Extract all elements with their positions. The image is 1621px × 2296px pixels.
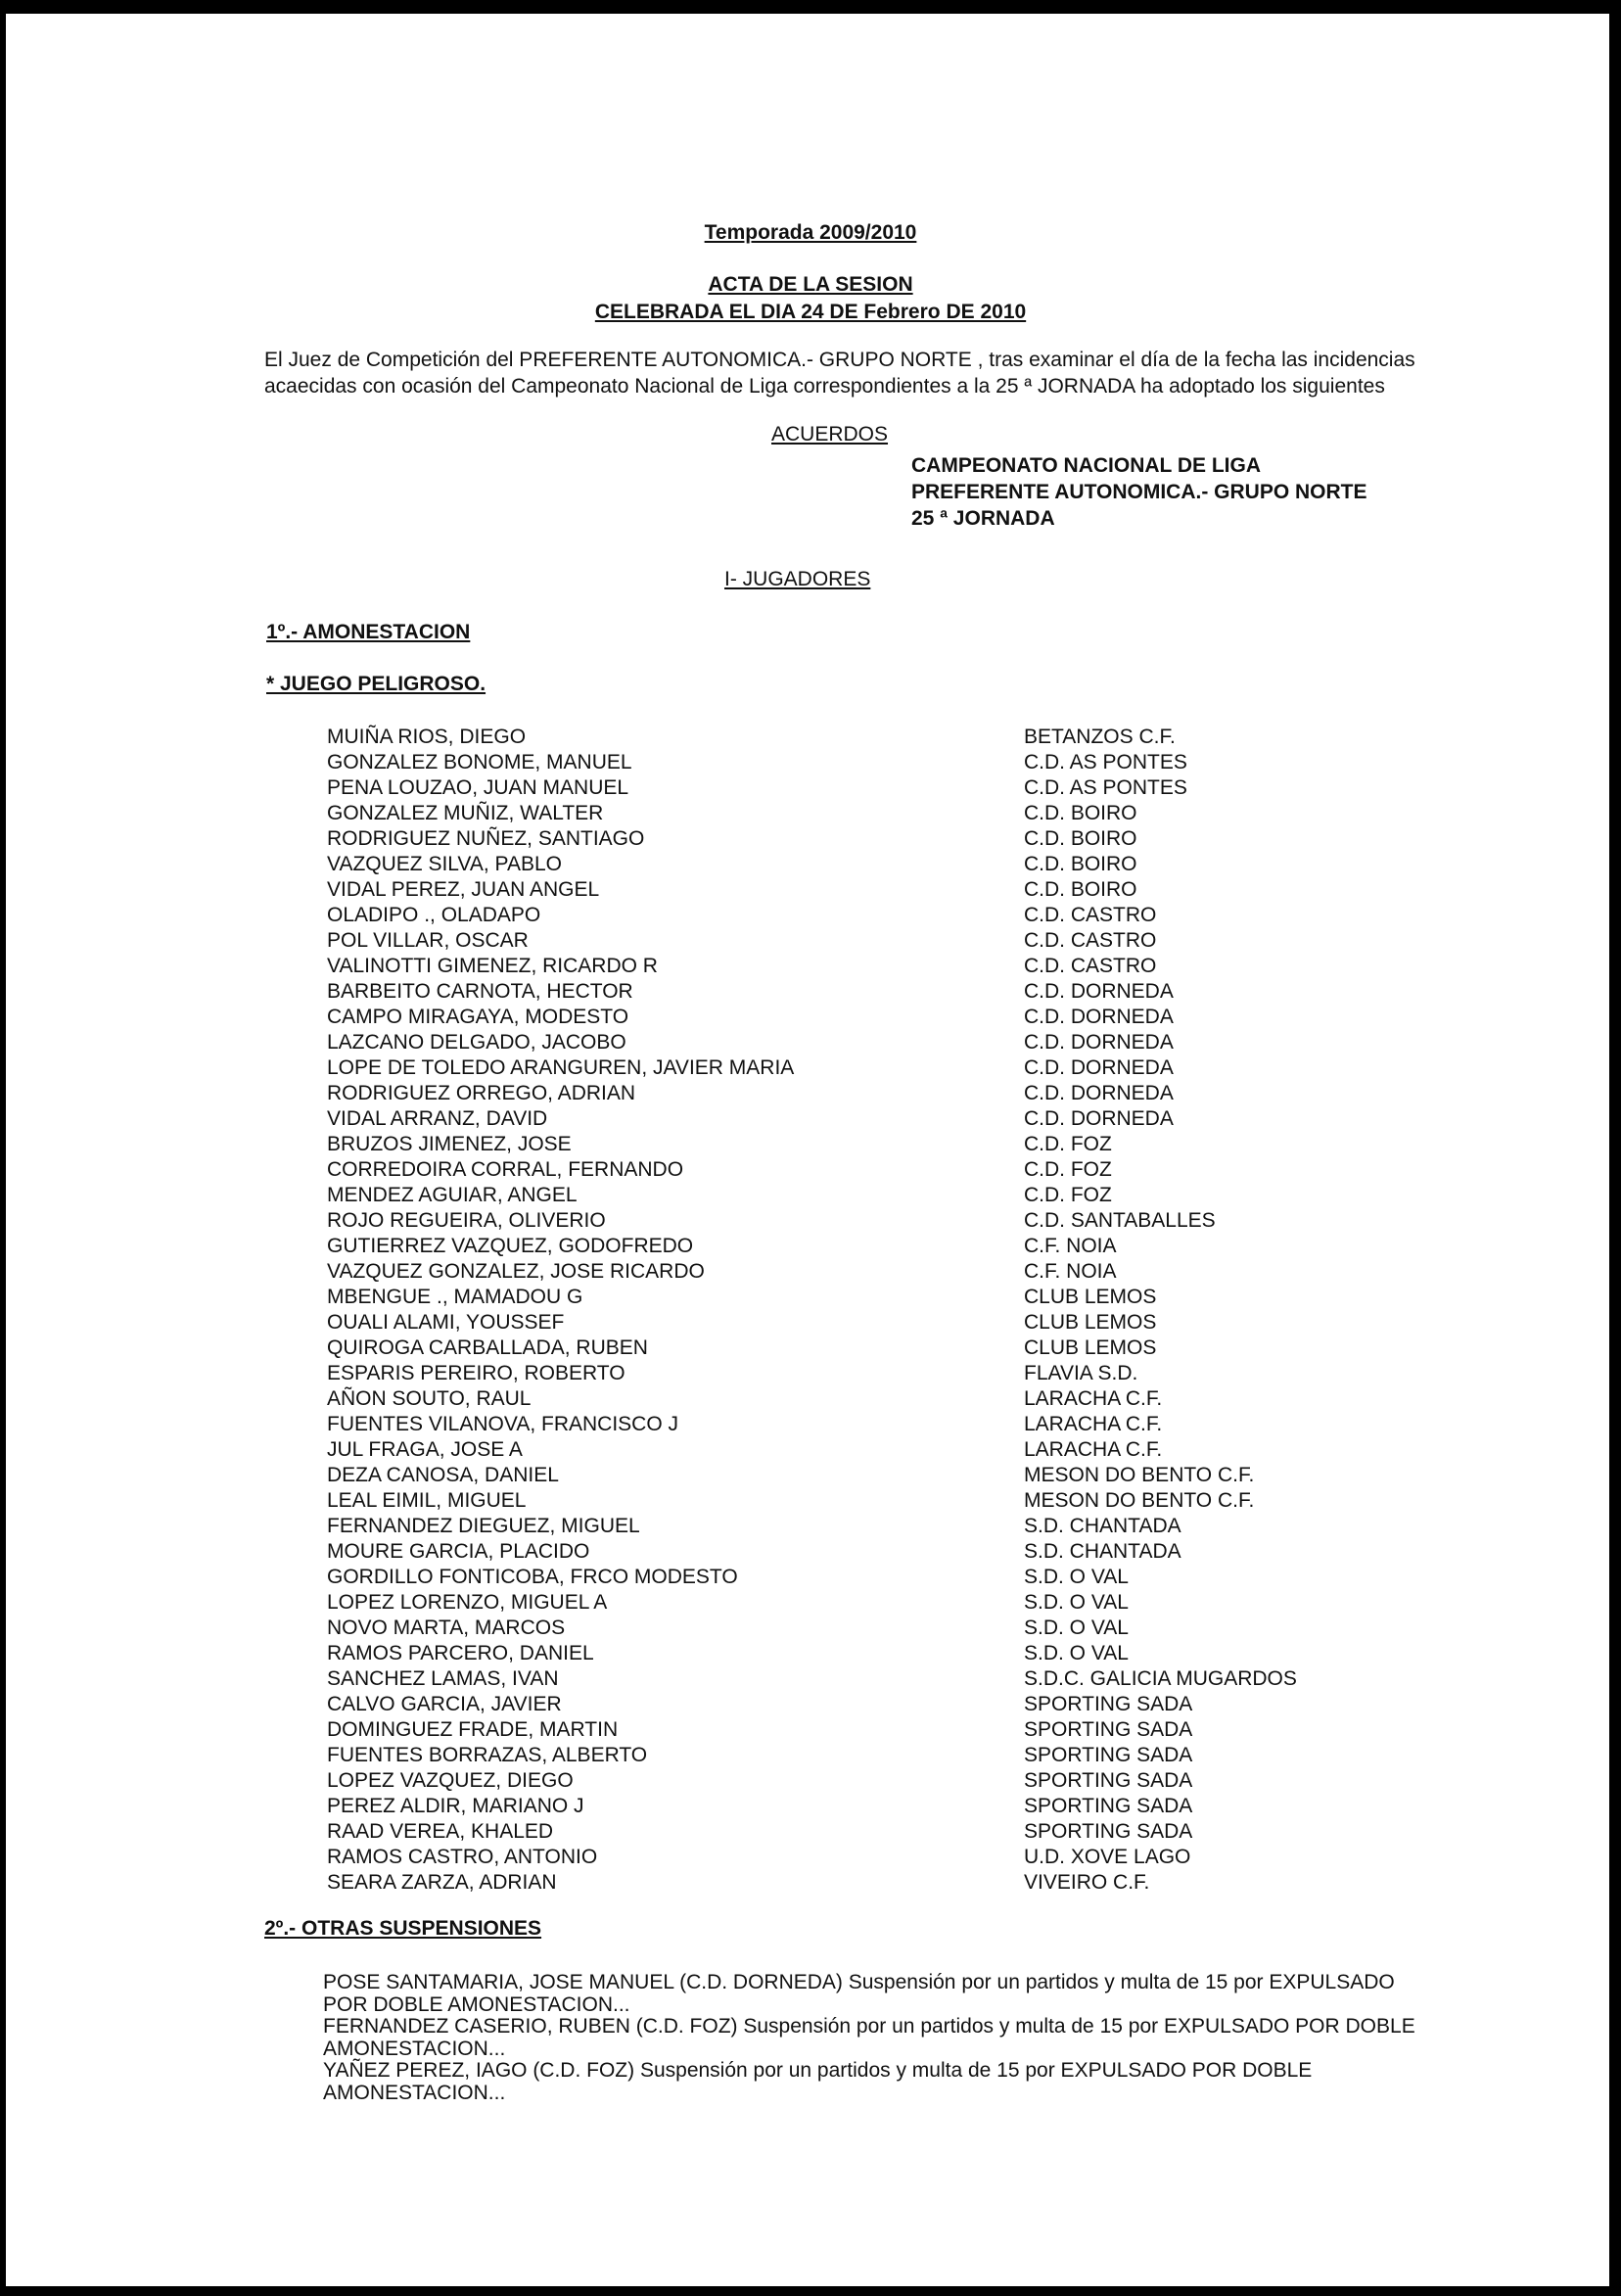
player-club: C.D. DORNEDA xyxy=(1024,1006,1174,1028)
player-row xyxy=(327,1870,1404,1896)
player-club: MESON DO BENTO C.F. xyxy=(1024,1489,1255,1512)
player-name: RODRIGUEZ NUÑEZ, SANTIAGO xyxy=(327,827,645,850)
player-row xyxy=(327,1819,1404,1845)
suspension-list xyxy=(323,1972,1498,2104)
player-club: S.D. CHANTADA xyxy=(1024,1515,1181,1537)
player-club: C.D. FOZ xyxy=(1024,1158,1112,1181)
player-name: ROJO REGUEIRA, OLIVERIO xyxy=(327,1209,606,1232)
player-row xyxy=(327,1845,1404,1870)
player-row xyxy=(327,1743,1404,1768)
player-club: C.F. NOIA xyxy=(1024,1235,1117,1257)
player-name: VAZQUEZ GONZALEZ, JOSE RICARDO xyxy=(327,1260,705,1283)
player-name: SEARA ZARZA, ADRIAN xyxy=(327,1871,557,1894)
season-title: Temporada 2009/2010 xyxy=(704,221,917,244)
player-row xyxy=(327,1030,1404,1055)
suspension-line: POSE SANTAMARIA, JOSE MANUEL (C.D. DORNEDA) Suspensión por un partidos y multa de 15 por EXPULSADO xyxy=(323,1971,1395,1993)
player-list xyxy=(327,725,1404,1896)
acta-title: ACTA DE LA SESION xyxy=(708,273,913,296)
suspension-item xyxy=(323,2016,1498,2060)
player-club: C.D. BOIRO xyxy=(1024,878,1137,901)
jornada-label: 25 ª JORNADA xyxy=(911,507,1055,530)
player-club: SPORTING SADA xyxy=(1024,1718,1193,1741)
player-name: VAZQUEZ SILVA, PABLO xyxy=(327,853,563,875)
player-row xyxy=(327,801,1404,826)
player-name: CALVO GARCIA, JAVIER xyxy=(327,1693,562,1715)
player-name: LOPEZ VAZQUEZ, DIEGO xyxy=(327,1769,574,1792)
player-name: MENDEZ AGUIAR, ANGEL xyxy=(327,1184,578,1206)
player-name: QUIROGA CARBALLADA, RUBEN xyxy=(327,1336,648,1359)
player-row xyxy=(327,1310,1404,1335)
player-name: FERNANDEZ DIEGUEZ, MIGUEL xyxy=(327,1515,640,1537)
player-name: CORREDOIRA CORRAL, FERNANDO xyxy=(327,1158,684,1181)
player-club: U.D. XOVE LAGO xyxy=(1024,1846,1191,1868)
player-row xyxy=(327,725,1404,750)
player-name: PENA LOUZAO, JUAN MANUEL xyxy=(327,776,629,799)
player-club: LARACHA C.F. xyxy=(1024,1413,1163,1435)
player-club: VIVEIRO C.F. xyxy=(1024,1871,1150,1894)
player-name: MBENGUE ., MAMADOU G xyxy=(327,1286,583,1308)
player-name: MUIÑA RIOS, DIEGO xyxy=(327,726,527,748)
player-name: LOPE DE TOLEDO ARANGUREN, JAVIER MARIA xyxy=(327,1056,795,1079)
player-club: SPORTING SADA xyxy=(1024,1693,1193,1715)
player-club: C.D. DORNEDA xyxy=(1024,1056,1174,1079)
player-row xyxy=(327,1335,1404,1361)
player-name: MOURE GARCIA, PLACIDO xyxy=(327,1540,590,1563)
player-club: MESON DO BENTO C.F. xyxy=(1024,1464,1255,1486)
player-row xyxy=(327,750,1404,775)
player-club: LARACHA C.F. xyxy=(1024,1438,1163,1461)
player-club: SPORTING SADA xyxy=(1024,1820,1193,1843)
player-name: JUL FRAGA, JOSE A xyxy=(327,1438,523,1461)
player-name: GONZALEZ BONOME, MANUEL xyxy=(327,751,632,773)
suspension-item xyxy=(323,1972,1498,2016)
player-row xyxy=(327,1641,1404,1666)
player-row xyxy=(327,1794,1404,1819)
player-club: S.D. O VAL xyxy=(1024,1617,1129,1639)
player-name: GORDILLO FONTICOBA, FRCO MODESTO xyxy=(327,1566,738,1588)
amonestacion-title: 1º.- AMONESTACION xyxy=(266,621,471,643)
player-club: C.D. AS PONTES xyxy=(1024,751,1187,773)
player-club: C.D. DORNEDA xyxy=(1024,980,1174,1003)
player-row xyxy=(327,1081,1404,1106)
player-row xyxy=(327,1005,1404,1030)
player-row xyxy=(327,1157,1404,1183)
player-club: C.D. CASTRO xyxy=(1024,955,1157,977)
player-club: C.D. DORNEDA xyxy=(1024,1107,1174,1130)
player-name: SANCHEZ LAMAS, IVAN xyxy=(327,1667,559,1690)
player-row xyxy=(327,979,1404,1005)
player-name: DEZA CANOSA, DANIEL xyxy=(327,1464,559,1486)
player-name: POL VILLAR, OSCAR xyxy=(327,929,529,952)
group-name: PREFERENTE AUTONOMICA.- GRUPO NORTE xyxy=(911,481,1367,503)
player-name: NOVO MARTA, MARCOS xyxy=(327,1617,566,1639)
player-row xyxy=(327,1106,1404,1132)
otras-suspensiones-title: 2º.- OTRAS SUSPENSIONES xyxy=(264,1917,542,1940)
player-club: C.D. CASTRO xyxy=(1024,904,1157,926)
player-row xyxy=(327,1361,1404,1386)
player-row xyxy=(327,826,1404,852)
suspension-line: YAÑEZ PEREZ, IAGO (C.D. FOZ) Suspensión por un partidos y multa de 15 por EXPULSADO POR DOBLE xyxy=(323,2059,1313,2082)
player-club: C.D. BOIRO xyxy=(1024,802,1137,824)
player-club: S.D. O VAL xyxy=(1024,1566,1129,1588)
player-club: SPORTING SADA xyxy=(1024,1769,1193,1792)
player-club: S.D. CHANTADA xyxy=(1024,1540,1181,1563)
player-club: SPORTING SADA xyxy=(1024,1744,1193,1766)
player-row xyxy=(327,1488,1404,1514)
player-name: BARBEITO CARNOTA, HECTOR xyxy=(327,980,633,1003)
player-club: S.D. O VAL xyxy=(1024,1642,1129,1664)
player-club: C.D. BOIRO xyxy=(1024,853,1137,875)
player-club: CLUB LEMOS xyxy=(1024,1336,1157,1359)
player-row xyxy=(327,928,1404,954)
player-row xyxy=(327,1055,1404,1081)
player-name: DOMINGUEZ FRADE, MARTIN xyxy=(327,1718,619,1741)
acta-date: CELEBRADA EL DIA 24 DE Febrero DE 2010 xyxy=(594,301,1027,323)
suspension-line: AMONESTACION... xyxy=(323,2081,506,2104)
suspension-item xyxy=(323,2060,1498,2104)
player-name: LAZCANO DELGADO, JACOBO xyxy=(327,1031,626,1054)
player-club: FLAVIA S.D. xyxy=(1024,1362,1138,1384)
player-row xyxy=(327,1132,1404,1157)
acuerdos-heading: ACUERDOS xyxy=(771,423,889,445)
player-club: C.D. BOIRO xyxy=(1024,827,1137,850)
player-name: VIDAL PEREZ, JUAN ANGEL xyxy=(327,878,600,901)
player-name: VIDAL ARRANZ, DAVID xyxy=(327,1107,548,1130)
player-row xyxy=(327,775,1404,801)
intro-line: El Juez de Competición del PREFERENTE AUTONOMICA.- GRUPO NORTE , tras examinar el día de la fecha las incidencias xyxy=(264,349,1415,371)
player-club: C.D. DORNEDA xyxy=(1024,1082,1174,1104)
player-club: CLUB LEMOS xyxy=(1024,1311,1157,1334)
player-row xyxy=(327,1386,1404,1412)
juego-peligroso-subtitle: * JUEGO PELIGROSO. xyxy=(266,673,486,695)
player-name: ESPARIS PEREIRO, ROBERTO xyxy=(327,1362,625,1384)
player-row xyxy=(327,852,1404,877)
intro-paragraph xyxy=(264,347,1507,399)
player-row xyxy=(327,877,1404,903)
player-name: GONZALEZ MUÑIZ, WALTER xyxy=(327,802,604,824)
player-row xyxy=(327,1463,1404,1488)
player-club: S.D.C. GALICIA MUGARDOS xyxy=(1024,1667,1297,1690)
player-club: C.F. NOIA xyxy=(1024,1260,1117,1283)
player-club: C.D. AS PONTES xyxy=(1024,776,1187,799)
intro-line: acaecidas con ocasión del Campeonato Nacional de Liga correspondientes a la 25 ª JORNADA ha adoptado los siguientes xyxy=(264,375,1385,398)
player-row xyxy=(327,1208,1404,1234)
player-name: FUENTES BORRAZAS, ALBERTO xyxy=(327,1744,648,1766)
player-club: CLUB LEMOS xyxy=(1024,1286,1157,1308)
player-name: OLADIPO ., OLADAPO xyxy=(327,904,541,926)
player-row xyxy=(327,1412,1404,1437)
championship-block xyxy=(911,452,1367,532)
player-row xyxy=(327,1285,1404,1310)
player-name: RODRIGUEZ ORREGO, ADRIAN xyxy=(327,1082,636,1104)
player-row xyxy=(327,1590,1404,1616)
player-name: LEAL EIMIL, MIGUEL xyxy=(327,1489,527,1512)
player-club: C.D. SANTABALLES xyxy=(1024,1209,1216,1232)
suspension-line: AMONESTACION... xyxy=(323,2037,506,2060)
section-jugadores: I- JUGADORES xyxy=(724,568,871,590)
player-name: CAMPO MIRAGAYA, MODESTO xyxy=(327,1006,629,1028)
player-club: BETANZOS C.F. xyxy=(1024,726,1176,748)
player-club: LARACHA C.F. xyxy=(1024,1387,1163,1410)
player-row xyxy=(327,1234,1404,1259)
player-club: C.D. FOZ xyxy=(1024,1133,1112,1155)
player-row xyxy=(327,1514,1404,1539)
player-row xyxy=(327,1259,1404,1285)
suspension-line: POR DOBLE AMONESTACION... xyxy=(323,1992,630,2016)
player-club: SPORTING SADA xyxy=(1024,1795,1193,1817)
player-row xyxy=(327,1437,1404,1463)
player-row xyxy=(327,1183,1404,1208)
player-row xyxy=(327,1539,1404,1565)
player-name: FUENTES VILANOVA, FRANCISCO J xyxy=(327,1413,678,1435)
player-name: RAMOS CASTRO, ANTONIO xyxy=(327,1846,598,1868)
player-club: S.D. O VAL xyxy=(1024,1591,1129,1614)
player-row xyxy=(327,903,1404,928)
player-name: AÑON SOUTO, RAUL xyxy=(327,1387,532,1410)
player-row xyxy=(327,1666,1404,1692)
player-row xyxy=(327,1717,1404,1743)
player-row xyxy=(327,954,1404,979)
player-name: RAAD VEREA, KHALED xyxy=(327,1820,554,1843)
player-name: OUALI ALAMI, YOUSSEF xyxy=(327,1311,565,1334)
player-name: LOPEZ LORENZO, MIGUEL A xyxy=(327,1591,608,1614)
player-name: GUTIERREZ VAZQUEZ, GODOFREDO xyxy=(327,1235,694,1257)
player-name: PEREZ ALDIR, MARIANO J xyxy=(327,1795,584,1817)
player-club: C.D. DORNEDA xyxy=(1024,1031,1174,1054)
player-row xyxy=(327,1565,1404,1590)
player-name: BRUZOS JIMENEZ, JOSE xyxy=(327,1133,572,1155)
championship-name: CAMPEONATO NACIONAL DE LIGA xyxy=(911,454,1262,477)
player-name: VALINOTTI GIMENEZ, RICARDO R xyxy=(327,955,658,977)
player-club: C.D. FOZ xyxy=(1024,1184,1112,1206)
player-row xyxy=(327,1768,1404,1794)
player-name: RAMOS PARCERO, DANIEL xyxy=(327,1642,594,1664)
player-club: C.D. CASTRO xyxy=(1024,929,1157,952)
suspension-line: FERNANDEZ CASERIO, RUBEN (C.D. FOZ) Suspensión por un partidos y multa de 15 por EXPULSADO POR DOBLE xyxy=(323,2015,1415,2038)
player-row xyxy=(327,1692,1404,1717)
player-row xyxy=(327,1616,1404,1641)
